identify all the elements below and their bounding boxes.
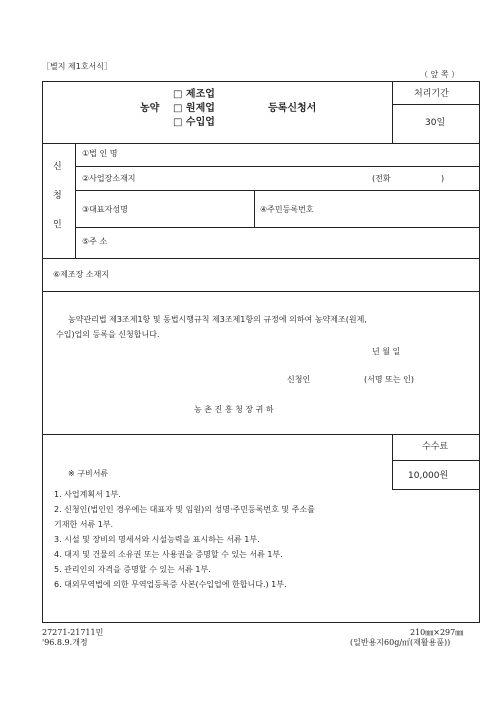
paper-size: 210㎜×297㎜ (410, 628, 464, 637)
rep-id-divider (254, 190, 255, 227)
title-suffix: 등록신청서 (268, 103, 317, 114)
row-line-2 (75, 190, 480, 191)
corp-name-label: ①법 인 명 (82, 149, 118, 158)
date-line: 년 월 일 (372, 347, 401, 356)
divider-title (42, 143, 480, 144)
revision-date: '96.8.9.개정 (42, 638, 88, 647)
fee-bottom-line (392, 489, 480, 490)
addressee: 농 촌 진 흥 청 장 귀 하 (194, 405, 274, 414)
form-number: ［별지 제1호서식］ (42, 62, 113, 71)
processing-divider (392, 81, 393, 143)
phone-label: (전화 (372, 174, 391, 183)
divider-factory (42, 291, 480, 292)
title-option-import: □ 수입업 (173, 117, 215, 128)
address-label: ⑤주 소 (82, 237, 108, 246)
representative-label: ③대표자성명 (82, 205, 128, 214)
fee-line (392, 460, 480, 461)
processing-value: 30일 (425, 118, 446, 128)
title-option-manufacture: □ 제조업 (173, 89, 215, 100)
fee-label: 수수료 (422, 442, 449, 452)
paper-type: (일반용지60g/㎡(재활용품)) (350, 638, 451, 647)
divider-declaration (42, 434, 480, 435)
list-item: 5. 관리인의 자격을 증명할 수 있는 서류 1부. (54, 565, 211, 574)
list-item: 3. 시설 및 장비의 명세서와 시설능력을 표시하는 서류 1부. (54, 535, 260, 544)
list-item: 기재한 서류 1부. (54, 520, 114, 529)
list-item: 2. 신청인(법인인 경우에는 대표자 및 임원)의 성명·주민등록번호 및 주소를 (54, 505, 315, 514)
list-item: 1. 사업계획서 1부. (54, 490, 121, 499)
row-line-1 (75, 166, 480, 167)
documents-title: ※ 구비서류 (68, 469, 109, 478)
applicant-side-divider (75, 143, 76, 258)
title-option-raw: □ 원제업 (173, 103, 215, 114)
phone-close: ) (441, 174, 445, 183)
processing-label: 처리기간 (414, 89, 449, 99)
divider-applicant (42, 258, 480, 259)
fee-divider (392, 434, 393, 489)
signature-label: (서명 또는 인) (364, 375, 414, 384)
fee-value: 10,000원 (408, 471, 449, 481)
office-address-label: ②사업장소재지 (82, 174, 136, 183)
applicant-side-2: 청 (53, 191, 62, 201)
resident-id-label: ④주민등록번호 (260, 205, 314, 214)
list-item: 6. 대외무역법에 의한 무역업등록증 사본(수입업에 한합니다.) 1부. (54, 580, 287, 589)
applicant-side-1: 신 (53, 162, 62, 172)
row-line-3 (75, 227, 480, 228)
form-code: 27271-21711민 (42, 628, 104, 637)
processing-line (392, 104, 480, 105)
declaration-line-1: 농약관리법 제3조제1항 및 동법시행규칙 제3조제1항의 규정에 의하여 농약제조(원제, (68, 315, 367, 324)
declaration-line-2: 수입)업의 등록을 신청합니다. (56, 330, 160, 339)
title-prefix: 농약 (140, 103, 160, 114)
applicant-side-3: 인 (53, 220, 62, 230)
applicant-sign-label: 신청인 (287, 375, 311, 384)
factory-location-label: ⑥제조장 소재지 (53, 270, 110, 279)
page-side-label: （ 앞 쪽 ） (420, 70, 460, 79)
list-item: 4. 대지 및 건물의 소유권 또는 사용권을 증명할 수 있는 서류 1부. (54, 550, 283, 559)
